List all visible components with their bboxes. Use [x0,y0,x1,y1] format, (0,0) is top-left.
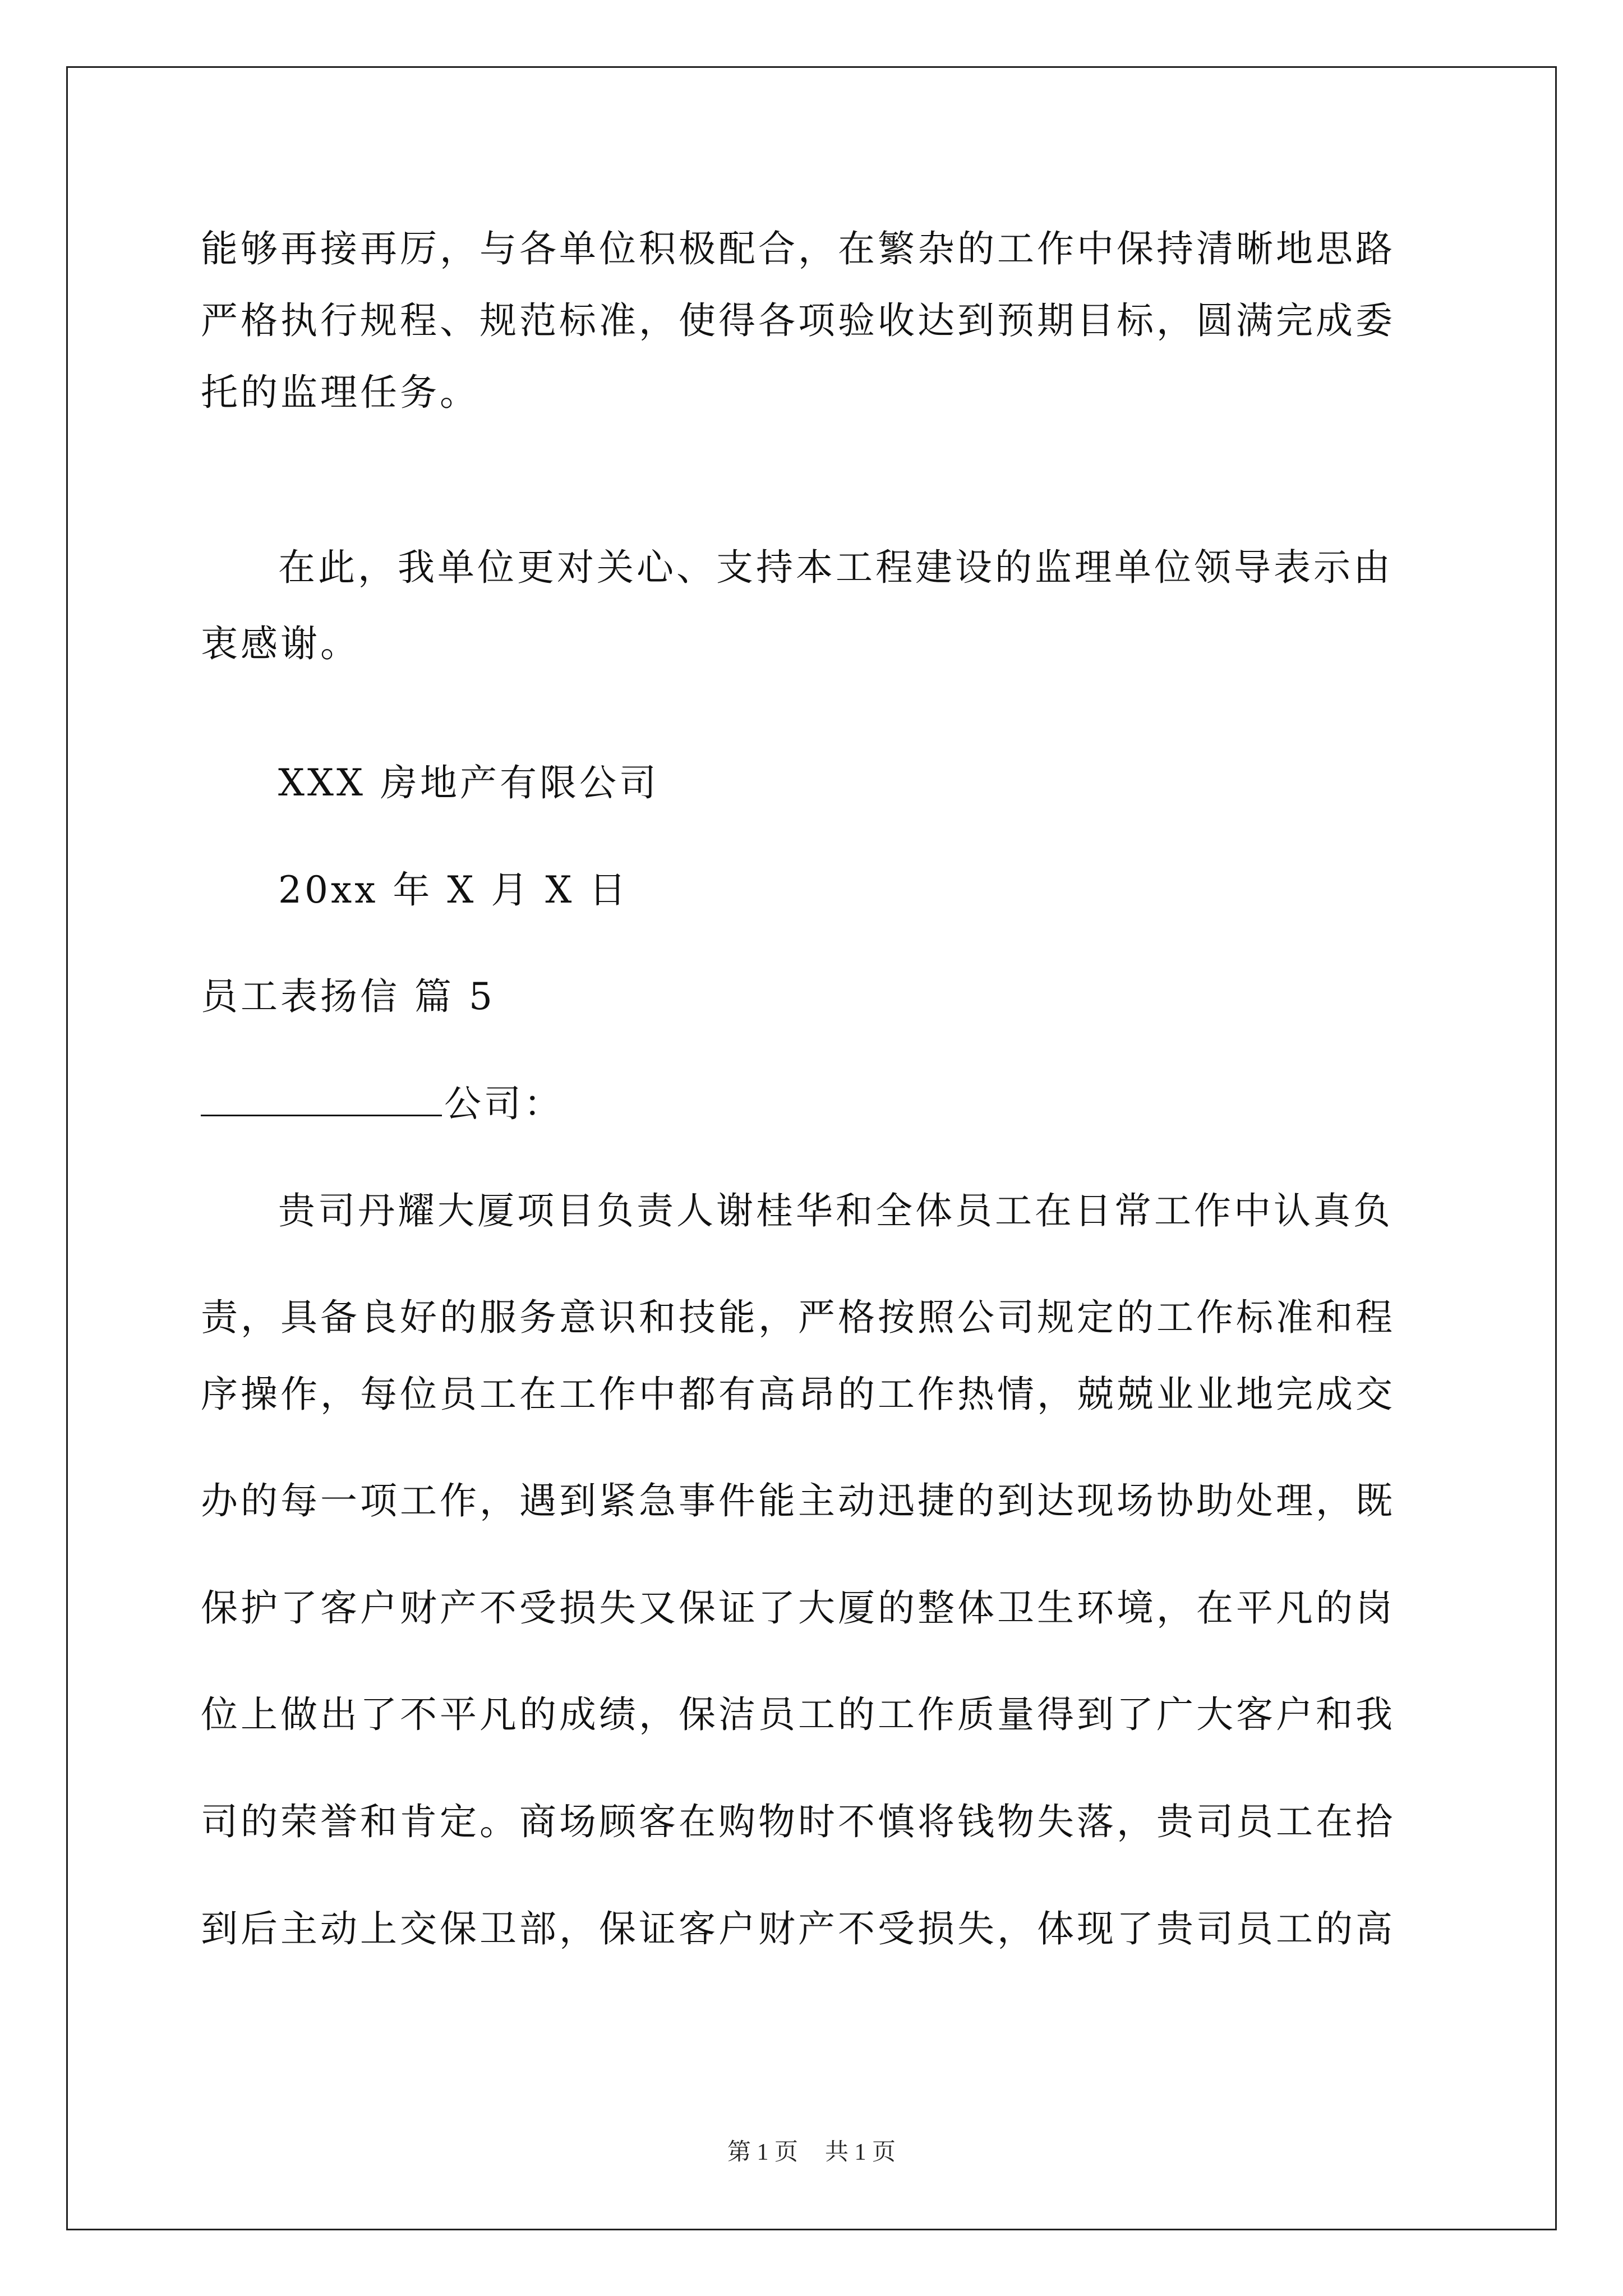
salutation-line [201,1082,564,1126]
body-line: 位上做出了不平凡的成绩，保洁员工的工作质量得到了广大客户和我 [201,1693,1395,1736]
section-heading: 员工表扬信 篇 5 [201,975,495,1018]
body-line: 衷感谢。 [201,622,360,665]
body-line: 办的每一项工作，遇到紧急事件能主动迅捷的到达现场协助处理，既 [201,1479,1395,1522]
body-line: 保护了客户财产不受损失又保证了大厦的整体卫生环境，在平凡的岗 [201,1586,1395,1630]
page-number: 第 1 页 [727,2139,798,2165]
page-total: 共 1 页 [825,2139,896,2165]
body-line: 司的荣誉和肯定。商场顾客在购物时不慎将钱物失落，贵司员工在拾 [201,1800,1395,1843]
body-line: 能够再接再厉，与各单位积极配合，在繁杂的工作中保持清晰地思路 [201,227,1395,270]
body-line: 责，具备良好的服务意识和技能，严格按照公司规定的工作标准和程 [201,1296,1395,1339]
signature-company: XXX 房地产有限公司 [278,761,659,804]
page-footer [0,2138,1623,2166]
body-line: 到后主动上交保卫部，保证客户财产不受损失，体现了贵司员工的高 [201,1907,1395,1950]
body-line: 托的监理任务。 [201,371,479,414]
body-line: 在此，我单位更对关心、支持本工程建设的监理单位领导表示由 [278,546,1393,589]
signature-date: 20xx 年 X 月 X 日 [278,868,629,912]
body-line: 序操作，每位员工在工作中都有高昂的工作热情，兢兢业业地完成交 [201,1373,1395,1416]
salutation-text: 公司： [444,1082,564,1125]
blank-fill-line [201,1082,442,1116]
body-line: 贵司丹耀大厦项目负责人谢桂华和全体员工在日常工作中认真负 [278,1189,1393,1232]
body-line: 严格执行规程、规范标准，使得各项验收达到预期目标，圆满完成委 [201,299,1395,342]
